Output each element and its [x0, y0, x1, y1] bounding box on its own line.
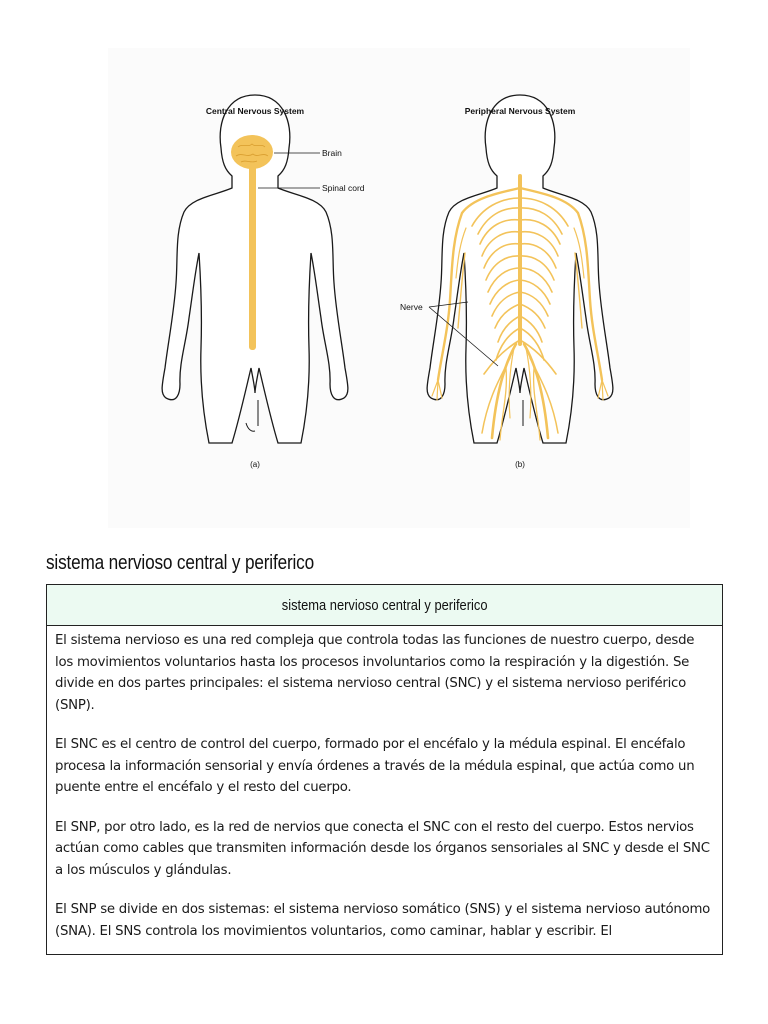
title-cns: Central Nervous System	[205, 106, 305, 116]
info-table-header-label: sistema nervioso central y periferico	[281, 596, 488, 614]
brain-shape	[231, 135, 273, 169]
nervous-system-figure	[108, 48, 690, 528]
paragraph-4: El SNP se divide en dos sistemas: el sistema nervioso somático (SNS) y el sistema nervioso autónomo (SNA). El SNS controla los movimientos voluntarios, como caminar, hablar y escribir. El	[55, 902, 711, 939]
title-pns: Peripheral Nervous System	[464, 106, 576, 116]
cns-figure	[162, 95, 348, 443]
label-brain: Brain	[322, 148, 342, 158]
info-table	[46, 584, 723, 955]
figure-canvas	[108, 48, 690, 528]
page-heading: sistema nervioso central y periferico	[46, 552, 314, 574]
paragraph-1: El sistema nervioso es una red compleja que controla todas las funciones de nuestro cuerpo, desde los movimientos voluntarios hasta los procesos involuntarios como la respiración y la digestión. Se divide en dos partes principales: el sistema nervioso central (SNC) y el sistema nervioso periférico (SNP).	[55, 633, 695, 713]
body-detail-left	[246, 400, 258, 431]
paragraph-2: El SNC es el centro de control del cuerpo, formado por el encéfalo y la médula espinal. El encéfalo procesa la información sensorial y envía órdenes a través de la médula espinal, que actúa como un puente entre el encéfalo y el resto del cuerpo.	[55, 737, 695, 795]
info-table-body	[47, 626, 722, 942]
label-nerve: Nerve	[400, 302, 423, 312]
spinal-cord-shape	[249, 164, 256, 350]
paragraph-3: El SNP, por otro lado, es la red de nervios que conecta el SNC con el resto del cuerpo. Estos nervios actúan como cables que transmiten información desde los órganos sensoriales al SNC y desde el SNC a los músculos y glándulas.	[55, 819, 710, 878]
info-table-header	[47, 585, 722, 626]
caption-b: (b)	[515, 460, 525, 469]
pns-figure	[427, 95, 613, 443]
caption-a: (a)	[250, 460, 260, 469]
label-spinal-cord: Spinal cord	[322, 183, 365, 193]
